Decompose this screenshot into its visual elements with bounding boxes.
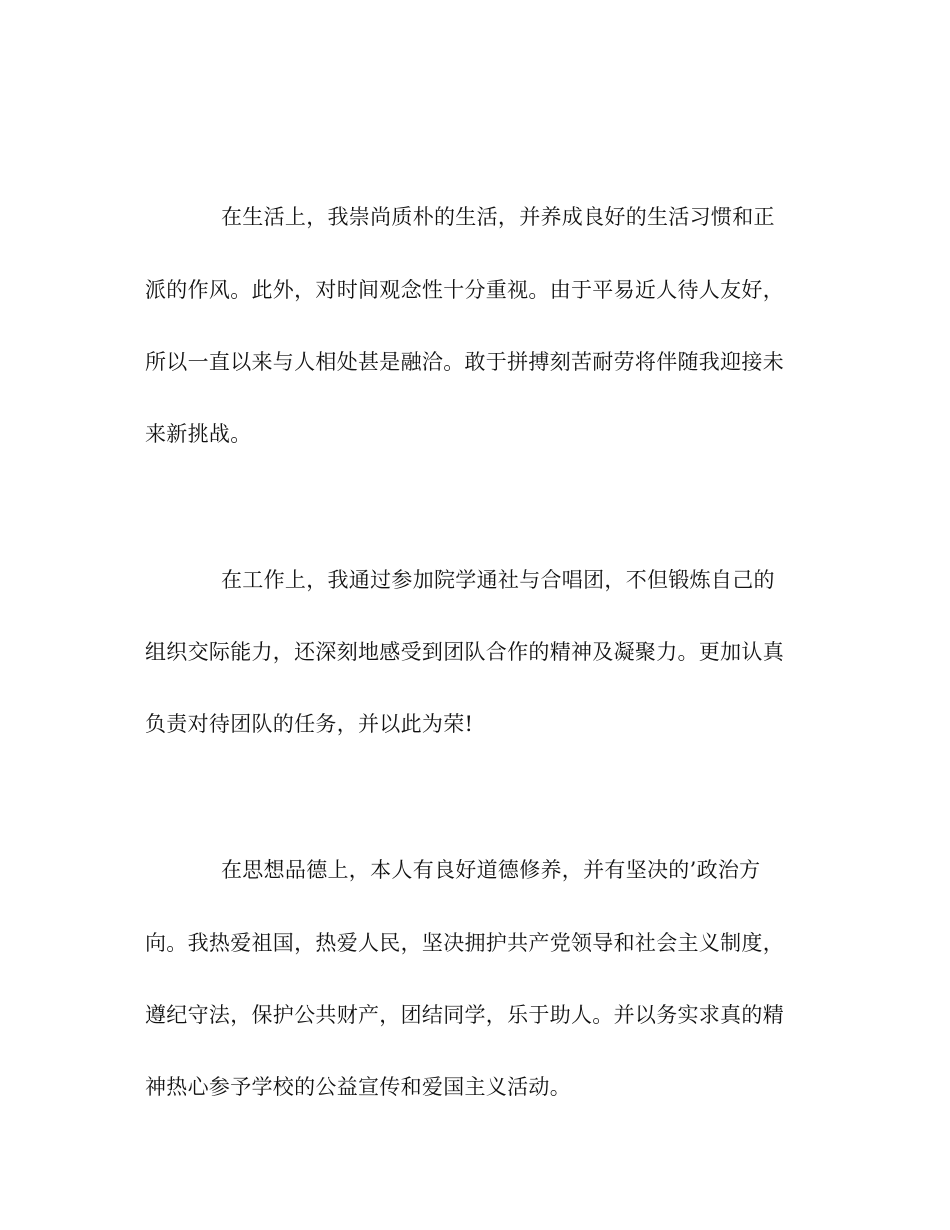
- paragraph-line: 组织交际能力，还深刻地感受到团队合作的精神及凝聚力。更加认真: [145, 640, 784, 664]
- paragraph-line: 神热心参予学校的公益宣传和爱国主义活动。: [145, 1075, 571, 1099]
- paragraph-line: 向。我热爱祖国，热爱人民，坚决拥护共产党领导和社会主义制度，: [145, 931, 784, 955]
- paragraph-line: 来新挑战。: [145, 422, 252, 446]
- paragraph-line: 派的作风。此外，对时间观念性十分重视。由于平易近人待人友好，: [145, 278, 784, 302]
- paragraph-line: 在工作上，我通过参加院学通社与合唱团，不但锻炼自己的: [221, 568, 775, 592]
- paragraph-line: 所以一直以来与人相处甚是融洽。敢于拼搏刻苦耐劳将伴随我迎接未: [145, 350, 784, 374]
- paragraph-line: 负责对待团队的任务，并以此为荣!: [145, 712, 474, 736]
- paragraph-line: 在思想品德上，本人有良好道德修养，并有坚决的’政治方: [221, 858, 761, 882]
- paragraph-line: 在生活上，我崇尚质朴的生活，并养成良好的生活习惯和正: [221, 205, 775, 229]
- paragraph-line: 遵纪守法，保护公共财产，团结同学，乐于助人。并以务实求真的精: [145, 1003, 784, 1027]
